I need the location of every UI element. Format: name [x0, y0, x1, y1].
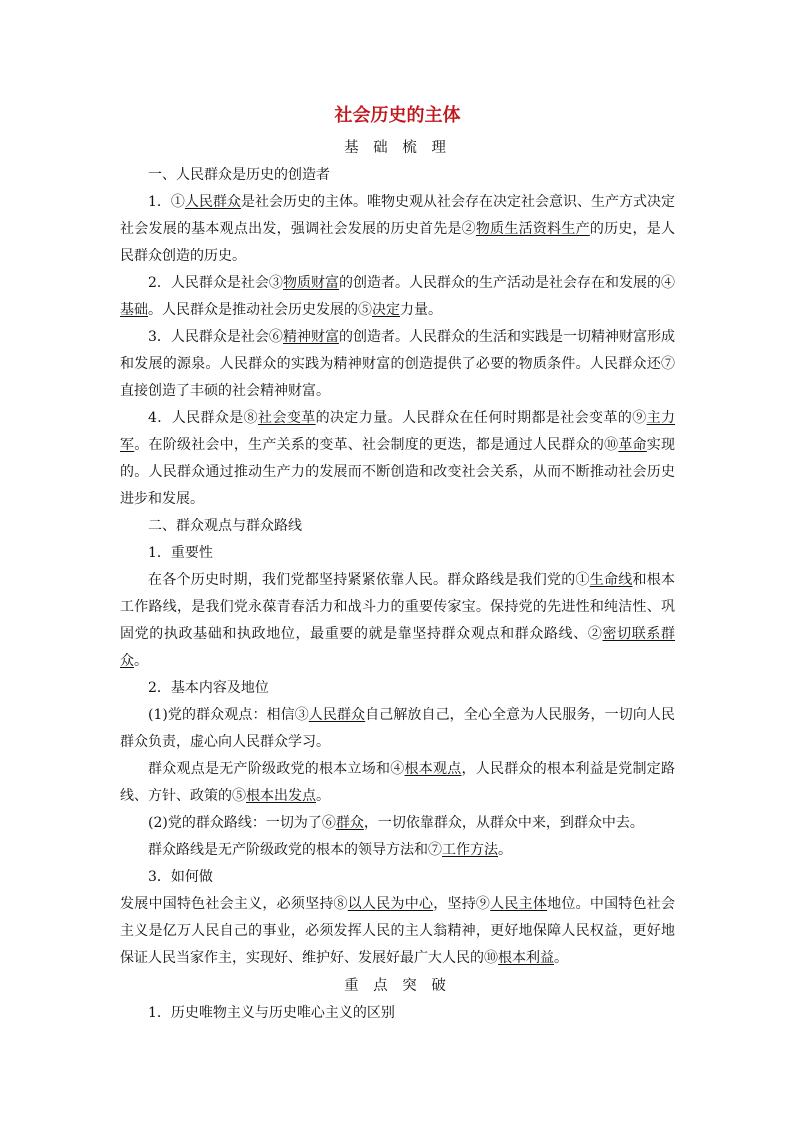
paragraph-5: [120, 567, 675, 675]
text: 群众路线是无产阶级政党的根本的领导方法和⑦: [148, 842, 442, 858]
text: 1．①: [148, 194, 185, 210]
section-heading-key-points: 重 点 突 破: [344, 978, 451, 994]
text: 。在阶级社会中，生产关系的变革、社会制度的更迭，都是通过人民群众的⑩: [134, 437, 619, 453]
answer-blank: 基础: [120, 302, 148, 318]
paragraph-7: [120, 756, 675, 810]
subheading-difference: 1．历史唯物主义与历史唯心主义的区别: [148, 1005, 395, 1021]
text: 实现的。人民群众通过推动生产力的发展而不断创造和改变社会关系，从而不断推动社会历史进步和发展。: [120, 437, 676, 507]
text: 的历史，是人民群众创造的历史。: [120, 221, 676, 264]
text: 的决定力量。人民群众在任何时期都是社会变革的⑨: [315, 410, 647, 426]
answer-blank: 工作方法: [442, 842, 498, 858]
answer-blank: 精神财富: [282, 329, 339, 345]
text: 发展中国特色社会主义，必须坚持⑧: [120, 896, 348, 912]
text: 2．人民群众是社会③: [148, 275, 283, 291]
paragraph-8: [120, 810, 675, 837]
subheading-how: 3．如何做: [148, 869, 213, 885]
answer-blank: 人民群众: [308, 707, 366, 723]
heading-part-two: 二、群众观点与群众路线: [148, 518, 302, 534]
text: 3．人民群众是社会⑥: [148, 329, 283, 345]
paragraph-6: [120, 702, 675, 756]
answer-blank: 革命: [618, 437, 647, 453]
answer-blank: 密切联系群众: [120, 626, 676, 669]
text: (2)党的群众路线：一切为了⑥: [148, 815, 336, 831]
subheading-content: 2．基本内容及地位: [148, 680, 269, 696]
text: 群众观点是无产阶级政党的根本立场和④: [148, 761, 405, 777]
paragraph-10: [120, 891, 675, 972]
answer-blank: 决定: [372, 302, 400, 318]
text: 。: [134, 653, 148, 669]
answer-blank: 人民群众: [184, 194, 241, 210]
answer-blank: 主力军: [120, 410, 676, 453]
answer-blank: 物质财富: [282, 275, 339, 291]
text: 自己解放自己，全心全意为人民服务，一切向人民群众负责，虚心向人民群众学习。: [120, 707, 675, 750]
answer-blank: 人民主体: [490, 896, 548, 912]
answer-blank: 根本观点: [404, 761, 462, 777]
answer-blank: 物质生活资料生产: [475, 221, 590, 237]
subheading-importance: 1．重要性: [148, 545, 213, 561]
text: 4．人民群众是⑧: [148, 410, 259, 426]
text: 的创造者。人民群众的生活和实践是一切精神财富形成和发展的源泉。人民群众的实践为精神财富的创造提供了必要的物质条件。人民群众还⑦直接创造了丰硕的社会精神财富。: [120, 329, 676, 399]
text: 和根本工作路线，是我们党永葆青春活力和战斗力的重要传家宝。保持党的先进性和纯洁性、巩固党的执政基础和执政地位，最重要的就是靠坚持群众观点和群众路线、②: [120, 572, 675, 642]
paragraph-4: [120, 405, 675, 513]
answer-blank: 根本出发点: [246, 788, 316, 804]
text: ，一切依靠群众，从群众中来，到群众中去。: [363, 815, 644, 831]
text: 。: [316, 788, 330, 804]
answer-blank: 以人民为中心: [347, 896, 434, 912]
answer-blank: 社会变革: [258, 410, 316, 426]
text: (1)党的群众观点：相信③: [148, 707, 309, 723]
paragraph-1: [120, 189, 675, 270]
text: 在各个历史时期，我们党都坚持紧紧依靠人民。群众路线是我们党的①: [148, 572, 590, 588]
paragraph-9: [120, 837, 675, 864]
answer-blank: 群众: [335, 815, 364, 831]
text: 地位。中国特色社会主义是亿万人民自己的事业，必须发挥人民的主人翁精神，更好地保障人民权益，更好地保证人民当家作主，实现好、维护好、发展好最广大人民的⑩: [120, 896, 676, 966]
text: 的创造者。人民群众的生产活动是社会存在和发展的④: [338, 275, 676, 291]
heading-part-one: 一、人民群众是历史的创造者: [148, 167, 330, 183]
section-heading-basics: 基 础 梳 理: [344, 140, 451, 156]
text: 力量。: [400, 302, 442, 318]
text: 。: [554, 950, 568, 966]
text: 。人民群众是推动社会历史发展的⑤: [148, 302, 372, 318]
answer-blank: 生命线: [589, 572, 633, 588]
paragraph-3: [120, 324, 675, 405]
text: ，坚持⑨: [433, 896, 491, 912]
text: 是社会历史的主体。唯物史观从社会存在决定社会意识、生产方式决定社会发展的基本观点出发，强调社会发展的历史首先是②: [120, 194, 675, 237]
answer-blank: 根本利益: [498, 950, 554, 966]
paragraph-2: [120, 270, 675, 324]
document-title: 社会历史的主体: [334, 105, 461, 126]
document-body: [120, 100, 675, 1027]
text: ，人民群众的根本利益是党制定路线、方针、政策的⑤: [120, 761, 675, 804]
text: 。: [498, 842, 512, 858]
